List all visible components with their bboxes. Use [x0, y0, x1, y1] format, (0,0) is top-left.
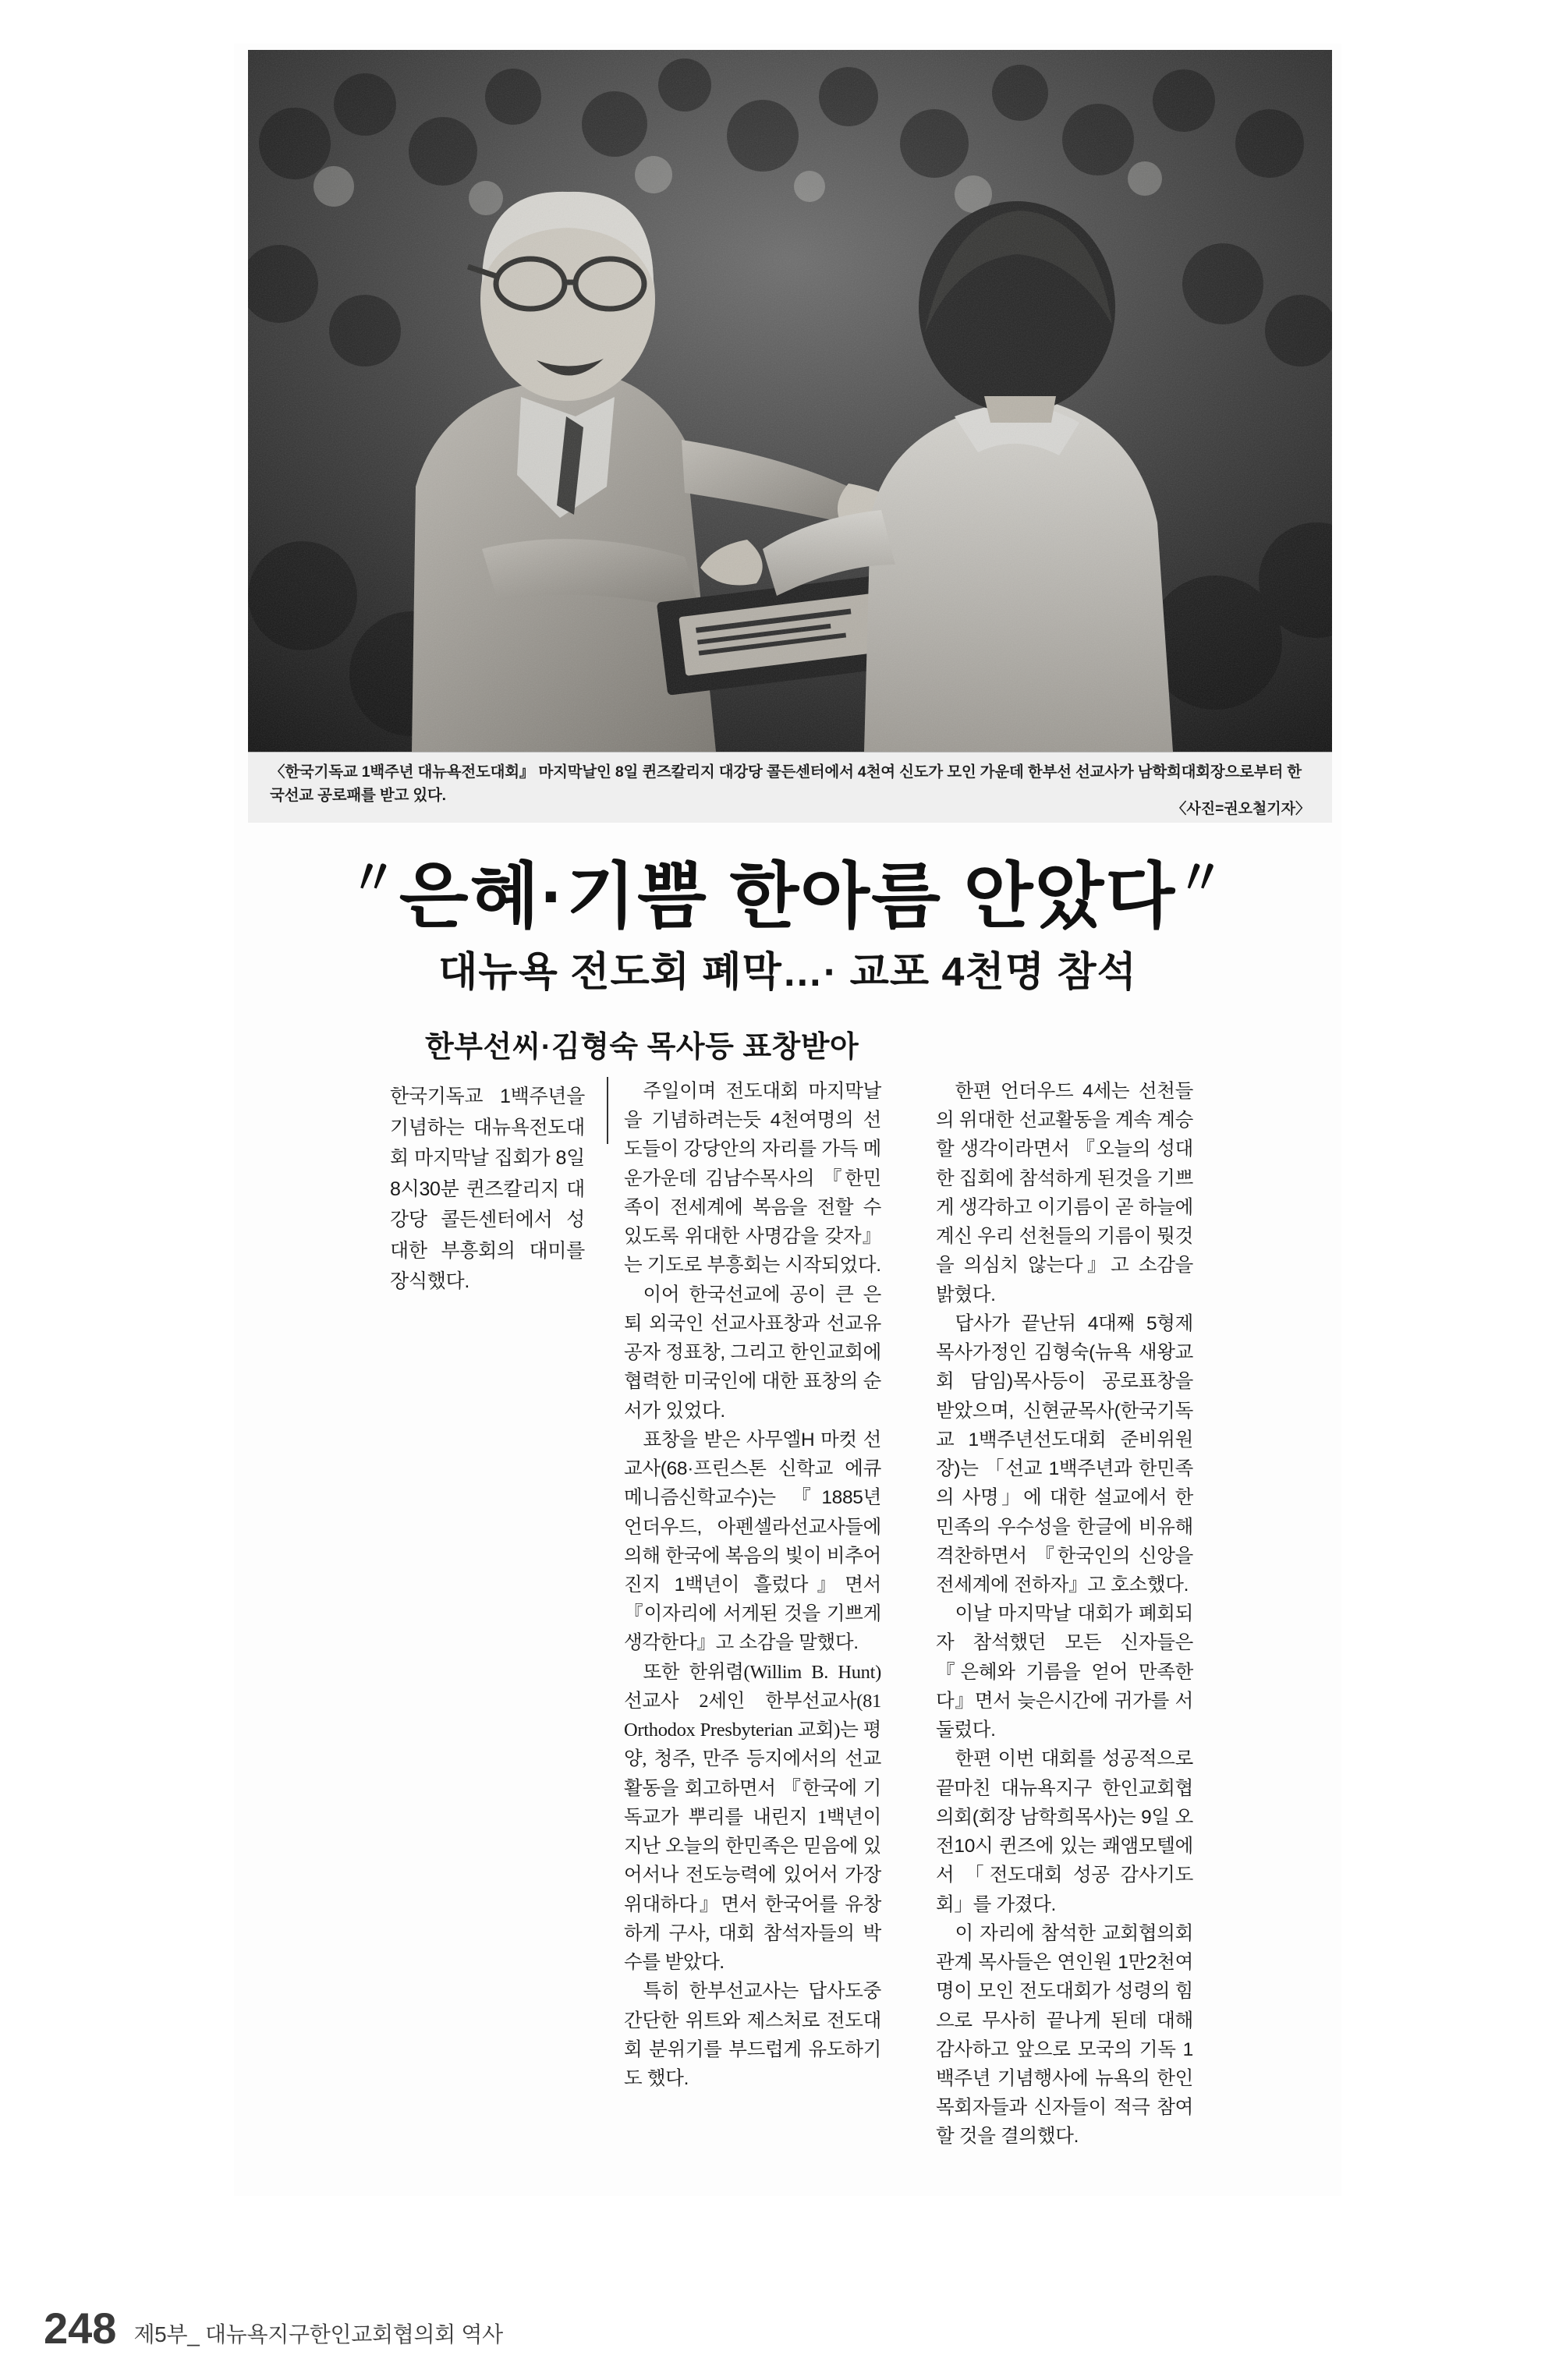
- headline-subtitle: 대뉴욕 전도회 폐막…· 교포 4천명 참석: [438, 950, 1137, 995]
- photo-illustration: [248, 50, 1332, 752]
- close-quote-mark: 〃: [1176, 852, 1227, 905]
- photo-caption-text: 〈한국기독교 1백주년 대뉴욕전도대회』 마지막날인 8일 퀸즈칼리지 대강당 콜든센터에서 4천여 신도가 모인 가운데 한부선 선교사가 남학희대회장으로부터 한국선교 공로패를 받고 있다.: [270, 763, 1302, 805]
- article-body: [390, 1077, 1271, 2169]
- paragraph: 주일이며 전도대회 마지막날을 기념하려는듯 4천여명의 선도들이 강당안의 자리를 가득 메운가운데 김남수목사의 『한민족이 전세계에 복음을 전할 수 있도록 위대한 사명감을 갖자』는 기도로 부흥회는 시작되었다.: [624, 1081, 881, 1277]
- article-column-middle: [624, 1077, 881, 2093]
- paragraph: 표창을 받은 사무엘H 마컷 선교사(68·프린스톤 신학교 에큐메니즘신학교수)는 『1885년 언더우드, 아펜셀라선교사들에 의해 한국에 복음의 빛이 비추어진지 1백년이 흘렀다』면서 『이자리에 서게된 것을 기쁘게 생각한다』고 소감을 말했다.: [624, 1429, 881, 1654]
- paragraph: 이날 마지막날 대회가 폐회되자 참석했던 모든 신자들은 『은혜와 기름을 얻어 만족한다』면서 늦은시간에 귀가를 서둘렀다.: [936, 1603, 1193, 1741]
- article-lead-column: [390, 1082, 585, 1298]
- paragraph: 이 자리에 참석한 교회협의회 관계 목사들은 연인원 1만2천여명이 모인 전도대회가 성령의 힘으로 무사히 끝나게 된데 대해 감사하고 앞으로 모국의 기독 1백주년 기념행사에 뉴욕의 한인 목회자들과 신자들이 적극 참여할 것을 결의했다.: [936, 1922, 1193, 2148]
- page-number: 248: [44, 2304, 117, 2353]
- headline-kicker: 한부선씨·김형숙 목사등 표창받아: [425, 1031, 859, 1064]
- article-column-right: [936, 1077, 1193, 2152]
- photo-caption: [248, 752, 1332, 823]
- column-divider: [607, 1077, 608, 1144]
- photo-credit: 〈사진=권오철기자〉: [1171, 801, 1310, 817]
- open-quote-mark: 〃: [349, 852, 399, 905]
- article-lead-paragraph: 한국기독교 1백주년을 기념하는 대뉴욕전도대회 마지막날 집회가 8일 8시30분 퀸즈칼리지 대강당 콜든센터에서 성대한 부흥회의 대미를 장식했다.: [390, 1086, 585, 1292]
- page-title: [234, 839, 1341, 942]
- newspaper-clipping: [234, 44, 1341, 2196]
- paragraph: 답사가 끝난뒤 4대째 5형제 목사가정인 김형숙(뉴욕 새왕교회 담임)목사등이 공로표창을 받았으며, 신현균목사(한국기독교 1백주년선도대회 준비위원장)는 「선교 1백주년과 한민족의 사명」에 대한 설교에서 한민족의 우수성을 한글에 비유해 격찬하면서 『한국인의 신앙을 전세계에 전하자』고 호소했다.: [936, 1312, 1193, 1596]
- award-ceremony-photo: [248, 50, 1332, 752]
- page-footer: [44, 2304, 503, 2353]
- paragraph: 특히 한부선교사는 답사도중 간단한 위트와 제스처로 전도대회 분위기를 부드럽게 유도하기도 했다.: [624, 1981, 881, 2089]
- paragraph: 한편 이번 대회를 성공적으로 끝마친 대뉴욕지구 한인교회협의회(회장 남학희목사)는 9일 오전10시 퀸즈에 있는 쾌앰모텔에서 「전도대회 성공 감사기도회」를 가졌다.: [936, 1748, 1193, 1915]
- paragraph: 한편 언더우드 4세는 선천들의 위대한 선교활동을 계속 계승할 생각이라면서 『오늘의 성대한 집회에 참석하게 된것을 기쁘게 생각하고 이기름이 곧 하늘에 계신 우리 선천들의 기름이 뭣것을 의심치 않는다』고 소감을 밝혔다.: [936, 1081, 1193, 1305]
- paragraph: 이어 한국선교에 공이 큰 은퇴 외국인 선교사표창과 선교유공자 정표창, 그리고 한인교회에 협력한 미국인에 대한 표창의 순서가 있었다.: [624, 1284, 881, 1422]
- paragraph: 또한 한위렴(Willim B. Hunt) 선교사 2세인 한부선교사(81 Orthodox Presbyterian 교회)는 평양, 청주, 만주 등지에서의 선교활동을 회고하면서 『한국에 기독교가 뿌리를 내린지 1백년이 지난 오늘의 한민족은 믿음에 있어서나 전도능력에 있어서 가장 위대하다』면서 한국어를 유창하게 구사, 대회 참석자들의 박수를 받았다.: [624, 1661, 881, 1974]
- headline-main-text: 은혜·기쁨 한아름 안았다: [399, 857, 1177, 937]
- footer-section-label: 제5부_ 대뉴욕지구한인교회협의회 역사: [133, 2322, 503, 2346]
